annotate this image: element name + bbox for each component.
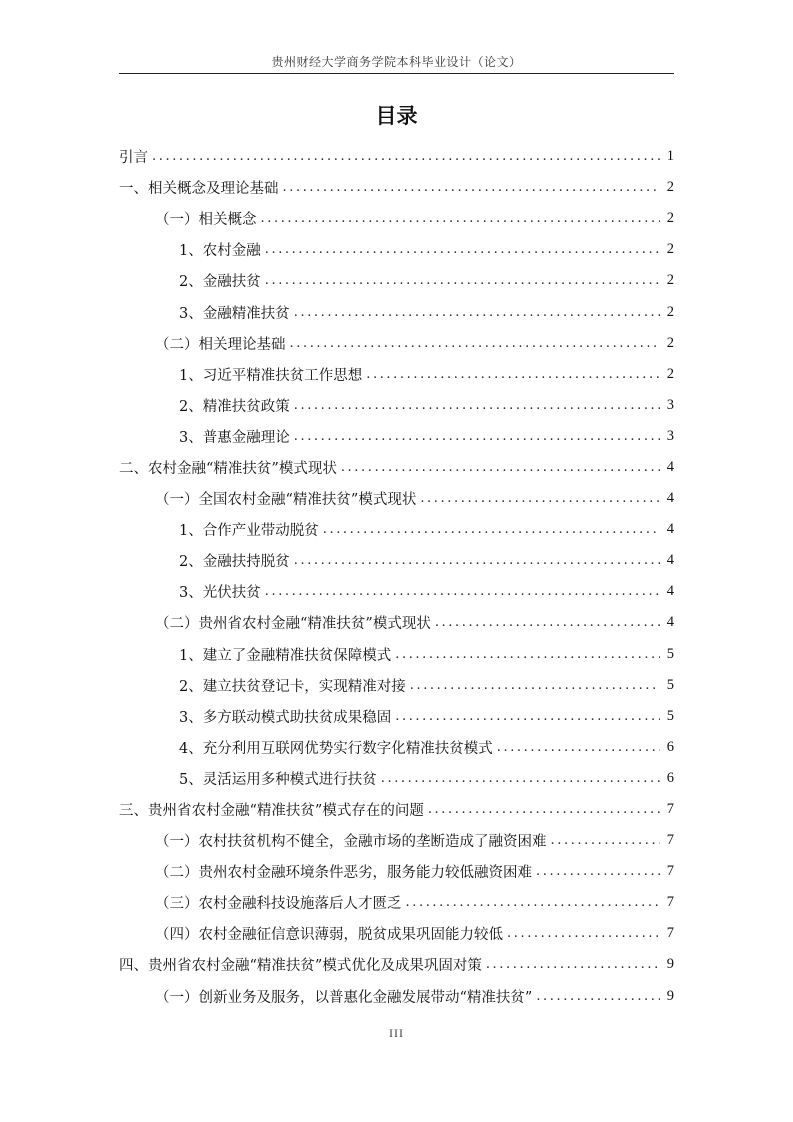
toc-entry-text: 1、农村金融: [179, 243, 261, 260]
toc-entry[interactable]: [119, 328, 674, 359]
toc-entry[interactable]: [119, 545, 674, 576]
toc-entry-page: 5: [666, 645, 674, 662]
toc-leader-dots: [294, 398, 660, 413]
toc-entry-page: 3: [666, 427, 674, 444]
toc-entry[interactable]: [119, 203, 674, 234]
toc-entry[interactable]: [119, 981, 674, 1012]
toc-title: 目录: [375, 104, 418, 128]
toc-entry-page: 6: [666, 769, 674, 786]
toc-entry[interactable]: [119, 825, 674, 856]
running-header: 贵州财经大学商务学院本科毕业设计（论文）: [271, 55, 522, 69]
toc-entry-page: 4: [666, 490, 674, 507]
toc-entry-text: （二）贵州省农村金融“精准扶贫”模式现状: [155, 616, 431, 633]
toc-leader-dots: [265, 273, 660, 288]
toc-entry-text: 三、贵州省农村金融“精准扶贫”模式存在的问题: [119, 803, 424, 820]
toc-leader-dots: [428, 802, 660, 817]
toc-leader-dots: [341, 460, 660, 475]
toc-entry-text: 3、普惠金融理论: [179, 429, 290, 446]
toc-entry-text: 3、多方联动模式助扶贫成果稳固: [179, 709, 392, 726]
toc-entry-page: 1: [666, 148, 674, 165]
toc-entry-text: 一、相关概念及理论基础: [119, 181, 279, 198]
toc-entry-page: 2: [666, 272, 674, 289]
table-of-contents: [119, 141, 674, 1012]
toc-leader-dots: [507, 926, 660, 941]
toc-entry[interactable]: [119, 514, 674, 545]
toc-leader-dots: [406, 895, 661, 910]
toc-entry[interactable]: [119, 794, 674, 825]
footer-page-number: III: [389, 1026, 404, 1040]
toc-entry[interactable]: [119, 670, 674, 701]
toc-entry[interactable]: [119, 639, 674, 670]
toc-entry[interactable]: [119, 234, 674, 265]
toc-entry[interactable]: [119, 265, 674, 296]
toc-entry[interactable]: [119, 887, 674, 918]
toc-leader-dots: [395, 647, 660, 662]
toc-leader-dots: [261, 211, 661, 226]
toc-entry-text: （二）贵州农村金融环境条件恶劣，服务能力较低融资困难: [155, 865, 532, 882]
toc-entry-text: 四、贵州省农村金融“精准扶贫”模式优化及成果巩固对策: [119, 958, 482, 975]
toc-leader-dots: [536, 989, 660, 1004]
toc-entry-text: 3、光伏扶贫: [179, 585, 261, 602]
toc-entry[interactable]: [119, 296, 674, 327]
toc-leader-dots: [283, 180, 661, 195]
toc-entry[interactable]: [119, 359, 674, 390]
toc-leader-dots: [366, 367, 660, 382]
toc-entry-text: 1、建立了金融精准扶贫保障模式: [179, 647, 392, 664]
toc-entry-text: 引言: [119, 150, 148, 167]
toc-entry-page: 6: [666, 738, 674, 755]
toc-leader-dots: [294, 305, 660, 320]
toc-leader-dots: [265, 584, 660, 599]
toc-entry-text: 3、金融精准扶贫: [179, 305, 290, 322]
toc-entry[interactable]: [119, 172, 674, 203]
toc-leader-dots: [152, 149, 660, 164]
toc-entry-page: 4: [666, 552, 674, 569]
toc-leader-dots: [323, 522, 660, 537]
toc-entry-page: 2: [666, 210, 674, 227]
toc-entry-text: 1、合作产业带动脱贫: [179, 523, 319, 540]
toc-entry-page: 3: [666, 396, 674, 413]
toc-entry-text: 2、金融扶持脱贫: [179, 554, 290, 571]
toc-entry-text: 5、灵活运用多种模式进行扶贫: [179, 771, 377, 788]
toc-entry-text: 二、农村金融“精准扶贫”模式现状: [119, 460, 337, 477]
toc-entry[interactable]: [119, 732, 674, 763]
toc-entry-page: 5: [666, 676, 674, 693]
toc-leader-dots: [410, 678, 660, 693]
toc-entry-page: 4: [666, 458, 674, 475]
toc-entry-page: 7: [666, 801, 674, 818]
toc-entry-page: 9: [666, 956, 674, 973]
toc-entry-text: （二）相关理论基础: [155, 336, 286, 353]
toc-entry-page: 2: [666, 334, 674, 351]
toc-leader-dots: [294, 429, 660, 444]
toc-leader-dots: [294, 553, 660, 568]
toc-leader-dots: [435, 615, 660, 630]
toc-entry-text: 2、精准扶贫政策: [179, 398, 290, 415]
toc-entry-text: 2、金融扶贫: [179, 274, 261, 291]
toc-entry-page: 2: [666, 179, 674, 196]
toc-entry[interactable]: [119, 607, 674, 638]
toc-entry-page: 4: [666, 583, 674, 600]
toc-leader-dots: [395, 709, 660, 724]
toc-entry-text: （三）农村金融科技设施落后人才匮乏: [155, 896, 402, 913]
toc-entry[interactable]: [119, 483, 674, 514]
toc-entry-page: 9: [666, 987, 674, 1004]
toc-entry-text: （一）创新业务及服务，以普惠化金融发展带动“精准扶贫”: [155, 989, 533, 1006]
toc-entry-page: 4: [666, 521, 674, 538]
toc-entry-text: 4、充分利用互联网优势实行数字化精准扶贫模式: [179, 740, 493, 757]
toc-entry-text: （一）相关概念: [155, 212, 257, 229]
toc-leader-dots: [497, 740, 660, 755]
toc-entry-text: 2、建立扶贫登记卡，实现精准对接: [179, 678, 406, 695]
toc-entry-page: 2: [666, 241, 674, 258]
toc-entry[interactable]: [119, 949, 674, 980]
toc-entry[interactable]: [119, 390, 674, 421]
toc-leader-dots: [486, 957, 660, 972]
toc-leader-dots: [551, 833, 661, 848]
toc-entry-page: 4: [666, 614, 674, 631]
toc-entry-page: 5: [666, 707, 674, 724]
toc-leader-dots: [536, 864, 660, 879]
toc-entry-page: 2: [666, 365, 674, 382]
toc-entry[interactable]: [119, 763, 674, 794]
toc-leader-dots: [290, 336, 661, 351]
toc-leader-dots: [420, 491, 660, 506]
toc-entry[interactable]: [119, 141, 674, 172]
toc-leader-dots: [265, 242, 660, 257]
toc-entry-page: 7: [666, 894, 674, 911]
toc-entry-text: （一）农村扶贫机构不健全，金融市场的垄断造成了融资困难: [155, 834, 547, 851]
toc-entry-page: 7: [666, 832, 674, 849]
toc-entry[interactable]: [119, 701, 674, 732]
toc-entry[interactable]: [119, 918, 674, 949]
toc-entry[interactable]: [119, 576, 674, 607]
toc-entry-page: 7: [666, 863, 674, 880]
toc-entry-page: 7: [666, 925, 674, 942]
header-rule: [119, 73, 674, 74]
toc-entry[interactable]: [119, 421, 674, 452]
toc-entry-page: 2: [666, 303, 674, 320]
toc-entry[interactable]: [119, 452, 674, 483]
toc-leader-dots: [381, 771, 660, 786]
toc-entry-text: （一）全国农村金融“精准扶贫”模式现状: [155, 492, 417, 509]
toc-entry-text: （四）农村金融征信意识薄弱，脱贫成果巩固能力较低: [155, 927, 503, 944]
toc-entry[interactable]: [119, 856, 674, 887]
toc-entry-text: 1、习近平精准扶贫工作思想: [179, 367, 363, 384]
